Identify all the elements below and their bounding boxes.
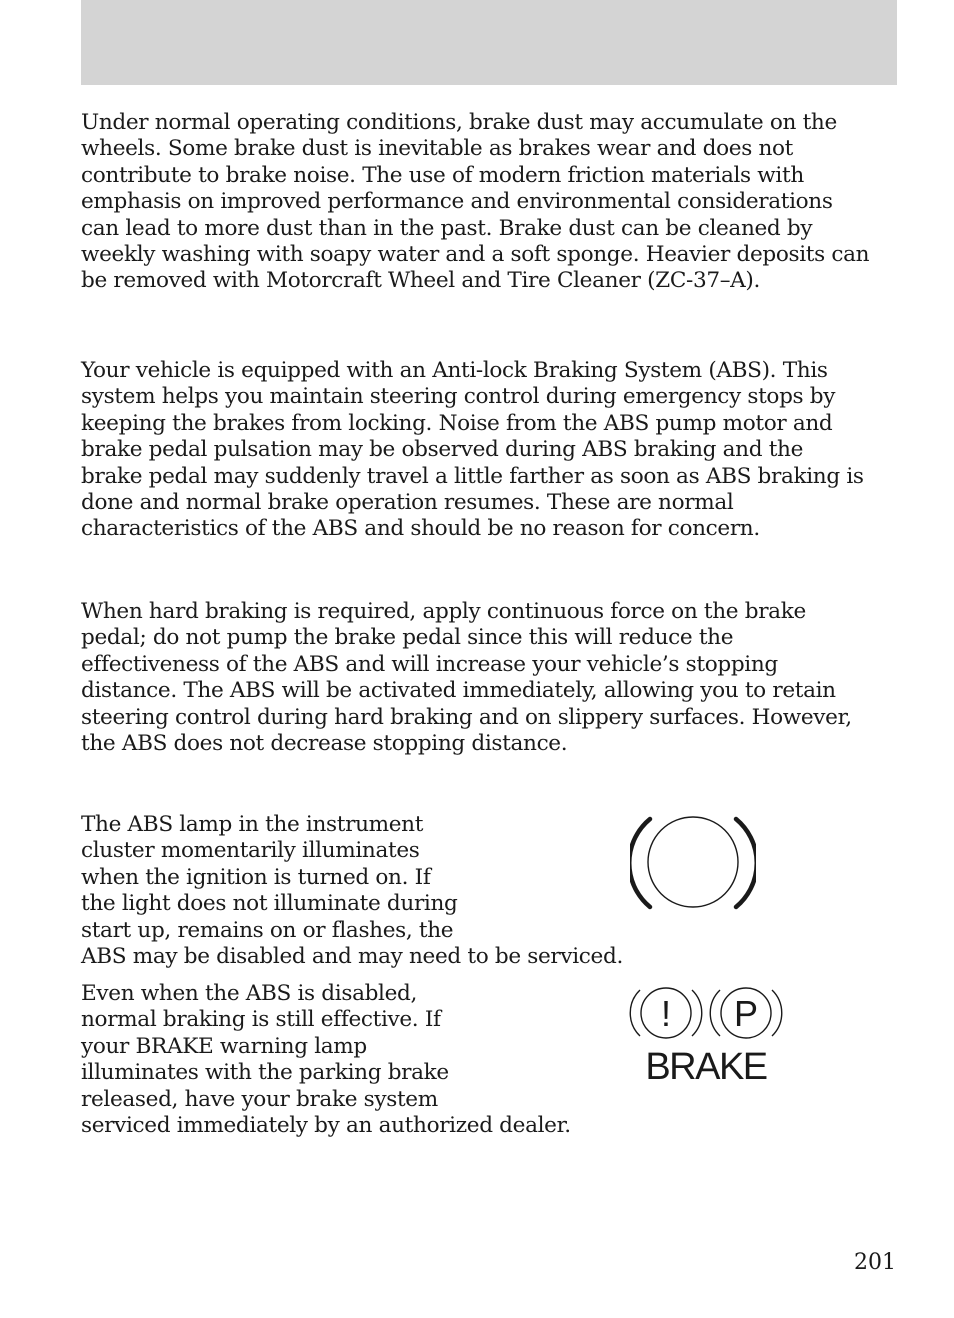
paragraph-abs-lamp: The ABS lamp in the instrument cluster momentarily illuminates when the ignition is turned on. If the light does not illuminate during start up, remains on or flashes, the ABS may be disabled and may need to be serviced.	[81, 812, 623, 970]
abs-warning-lamp-icon	[630, 812, 756, 915]
paragraph-abs-intro: Your vehicle is equipped with an Anti-lock Braking System (ABS). This system helps you maintain steering control during emergency stops by keeping the brakes from locking. Noise from the ABS pump motor and brake pedal pulsation may be observed during ABS braking and the brake pedal may suddenly travel a little farther as soon as ABS braking is done and normal brake operation resumes. These are normal characteristics of the ABS and should be no reason for concern.	[81, 358, 864, 542]
brake-warning-lamp-icon	[628, 982, 784, 1086]
page-number: 201	[854, 1250, 896, 1275]
exclamation-lamp-icon	[630, 988, 702, 1038]
abs-lamp-right-arc	[736, 819, 756, 907]
paragraph-abs-disabled: Even when the ABS is disabled, normal braking is still effective. If your BRAKE warning lamp illuminates with the parking brake released, have your brake system serviced immediately by an authorized dealer.	[81, 981, 571, 1139]
parking-lamp-icon	[710, 988, 782, 1038]
parking-letter: P	[733, 993, 759, 1034]
paragraph-brake-dust: Under normal operating conditions, brake dust may accumulate on the wheels. Some brake dust is inevitable as brakes wear and does not contribute to brake noise. The use of modern friction materials with emphasis on improved performance and environmental considerations can lead to more dust than in the past. Brake dust can be cleaned by weekly washing with soapy water and a soft sponge. Heavier deposits can be removed with Motorcraft Wheel and Tire Cleaner (ZC-37–A).	[81, 110, 870, 294]
header-bar	[81, 0, 897, 85]
exclamation-mark: !	[660, 993, 672, 1034]
paragraph-hard-braking: When hard braking is required, apply continuous force on the brake pedal; do not pump the brake pedal since this will reduce the effectiveness of the ABS and will increase your vehicle’s stopping distance. The ABS will be activated immediately, allowing you to retain steering control during hard braking and on slippery surfaces. However, the ABS does not decrease stopping distance.	[81, 599, 852, 757]
brake-label: BRAKE	[645, 1046, 767, 1086]
abs-lamp-circle	[648, 817, 738, 907]
abs-lamp-left-arc	[630, 819, 650, 907]
